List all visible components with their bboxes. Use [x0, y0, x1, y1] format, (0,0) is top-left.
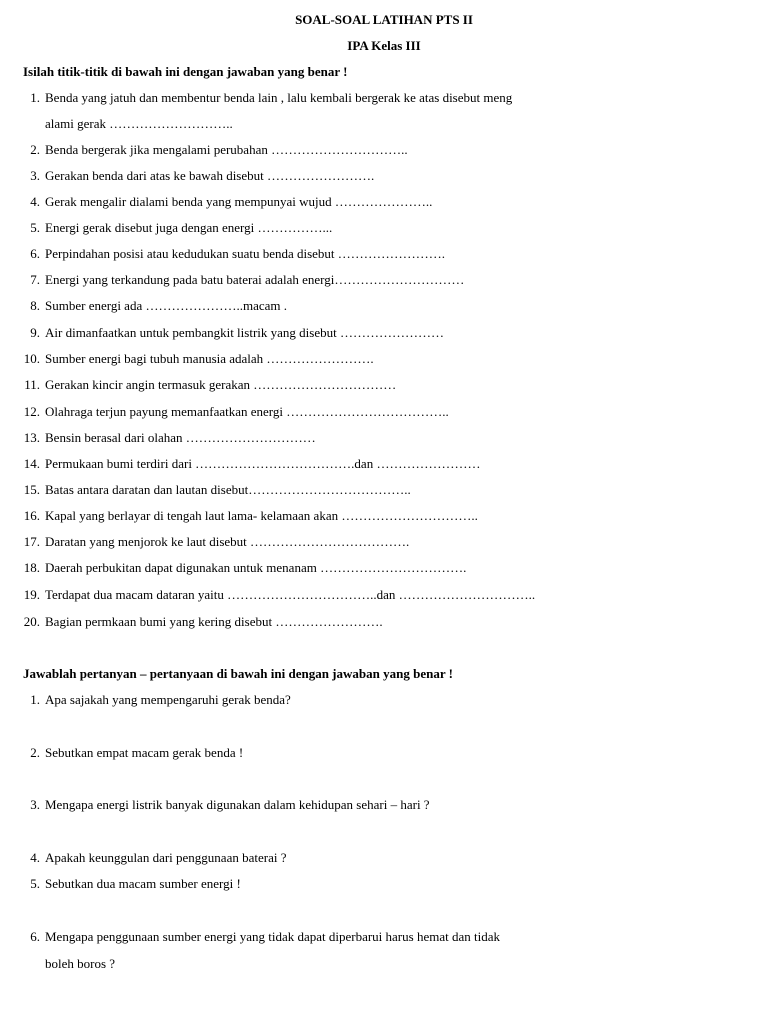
item-text-continuation: alami gerak ……………………….. — [45, 116, 233, 131]
item-number: 6. — [30, 929, 40, 944]
item-number: 9. — [30, 325, 40, 340]
item-text: Benda yang jatuh dan membentur benda lain , lalu kembali bergerak ke atas disebut meng — [45, 90, 513, 105]
document-subtitle: IPA Kelas III — [347, 38, 421, 53]
item-number: 19. — [23, 587, 40, 602]
item-number: 3. — [30, 168, 40, 183]
item-number: 10. — [23, 351, 40, 366]
item-text: Mengapa energi listrik banyak digunakan dalam kehidupan sehari – hari ? — [45, 797, 430, 812]
item-text-continuation: boleh boros ? — [45, 956, 116, 971]
item-text: Gerak mengalir dialami benda yang mempunyai wujud ………………….. — [45, 194, 433, 209]
item-text: Terdapat dua macam dataran yaitu ……………………………..dan ………………………….. — [45, 587, 536, 602]
item-text: Olahraga terjun payung memanfaatkan energi ……………………………….. — [45, 404, 449, 419]
item-number: 8. — [30, 298, 40, 313]
item-number: 5. — [30, 876, 40, 891]
item-text: Energi gerak disebut juga dengan energi ……………... — [45, 220, 333, 235]
item-number: 4. — [30, 850, 40, 865]
item-number: 14. — [23, 456, 40, 471]
item-text: Sebutkan dua macam sumber energi ! — [45, 876, 241, 891]
item-number: 7. — [30, 272, 40, 287]
item-text: Apakah keunggulan dari penggunaan baterai ? — [45, 850, 287, 865]
item-text: Kapal yang berlayar di tengah laut lama- kelamaan akan ………………………….. — [45, 508, 478, 523]
item-text: Daerah perbukitan dapat digunakan untuk menanam ……………………………. — [45, 560, 467, 575]
item-number: 6. — [30, 246, 40, 261]
item-text: Gerakan kincir angin termasuk gerakan …………………………… — [45, 377, 397, 392]
item-number: 1. — [30, 90, 40, 105]
item-number: 1. — [30, 692, 40, 707]
item-number: 4. — [30, 194, 40, 209]
item-text: Energi yang terkandung pada batu baterai adalah energi………………………… — [45, 272, 465, 287]
item-text: Daratan yang menjorok ke laut disebut ………………………………. — [45, 534, 410, 549]
item-text: Bensin berasal dari olahan ………………………… — [45, 430, 316, 445]
item-text: Permukaan bumi terdiri dari ……………………………….dan …………………… — [45, 456, 481, 471]
item-text: Gerakan benda dari atas ke bawah disebut ……………………. — [45, 168, 375, 183]
item-text: Bagian permkaan bumi yang kering disebut ……………………. — [45, 614, 383, 629]
item-text: Sumber energi bagi tubuh manusia adalah ……………………. — [45, 351, 374, 366]
item-text: Apa sajakah yang mempengaruhi gerak benda? — [45, 692, 291, 707]
item-number: 2. — [30, 142, 40, 157]
item-number: 13. — [23, 430, 40, 445]
item-number: 20. — [23, 614, 40, 629]
item-number: 12. — [23, 404, 40, 419]
item-number: 5. — [30, 220, 40, 235]
item-number: 15. — [23, 482, 40, 497]
item-text: Benda bergerak jika mengalami perubahan ………………………….. — [45, 142, 408, 157]
section1-heading: Isilah titik-titik di bawah ini dengan jawaban yang benar ! — [23, 64, 348, 79]
section2-heading: Jawablah pertanyan – pertanyaan di bawah ini dengan jawaban yang benar ! — [23, 666, 453, 681]
item-text: Air dimanfaatkan untuk pembangkit listrik yang disebut …………………… — [45, 325, 444, 340]
item-text: Perpindahan posisi atau kedudukan suatu benda disebut ……………………. — [45, 246, 446, 261]
document-title: SOAL-SOAL LATIHAN PTS II — [295, 12, 473, 27]
item-number: 18. — [23, 560, 40, 575]
item-number: 17. — [23, 534, 40, 549]
item-number: 11. — [24, 377, 40, 392]
item-text: Sumber energi ada …………………..macam . — [45, 298, 288, 313]
item-text: Batas antara daratan dan lautan disebut……………………………….. — [45, 482, 411, 497]
item-number: 3. — [30, 797, 40, 812]
item-number: 16. — [23, 508, 40, 523]
item-number: 2. — [30, 745, 40, 760]
item-text: Sebutkan empat macam gerak benda ! — [45, 745, 244, 760]
item-text: Mengapa penggunaan sumber energi yang tidak dapat diperbarui harus hemat dan tidak — [45, 929, 500, 944]
